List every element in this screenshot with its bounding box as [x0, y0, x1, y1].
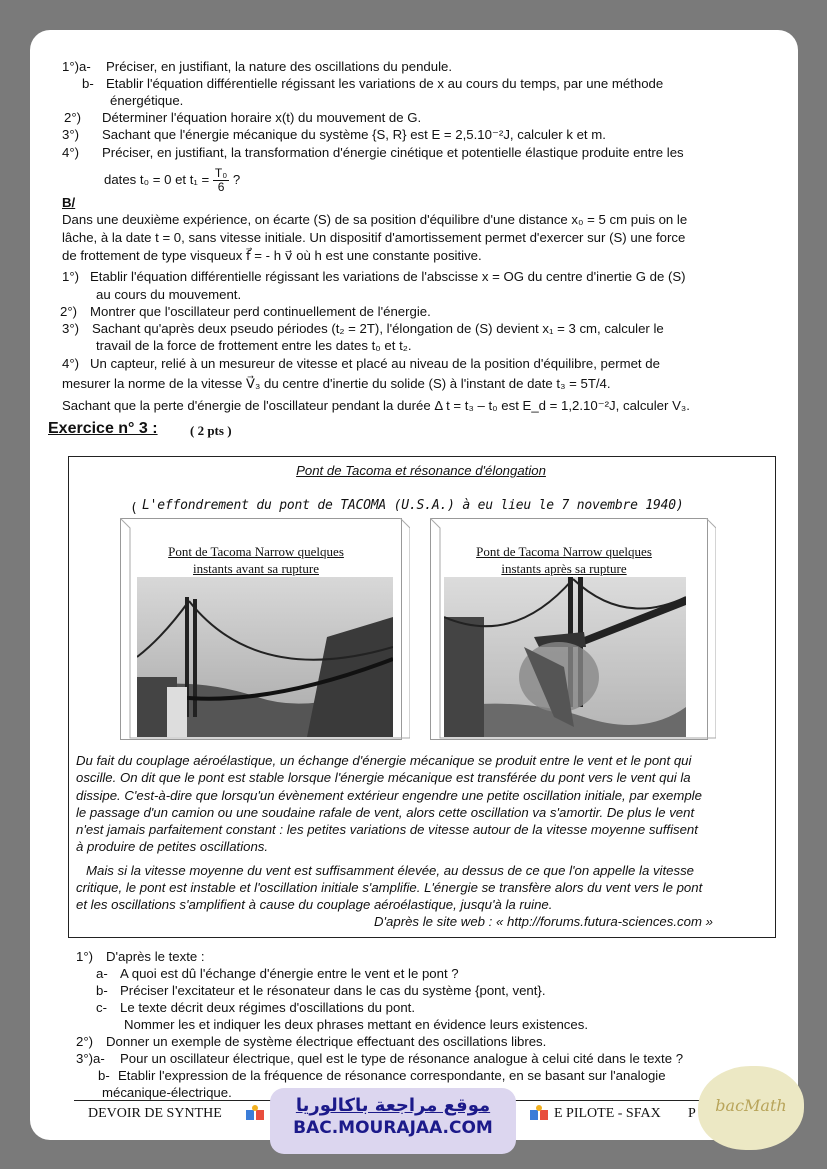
partB-q4-text3: Sachant que la perte d'énergie de l'oscillateur pendant la durée Δ t = t₃ – t₀ est E_d = 1,2.10⁻²J, calculer V₃. — [62, 398, 690, 413]
q4-label: 4°) — [62, 145, 79, 160]
partB-q4-label: 4°) — [62, 356, 79, 371]
photo1-caption-line1: Pont de Tacoma Narrow quelques — [168, 544, 344, 559]
q4-text2 — [104, 165, 240, 195]
q4-text2-pre: dates t₀ = 0 et t₁ = — [104, 172, 210, 187]
q2-label: 2°) — [64, 110, 81, 125]
subtitle-paren: ( — [130, 501, 138, 516]
textbox-source: D'après le site web : « http://forums.futura-sciences.com » — [374, 914, 713, 929]
q3-label: 3°) — [62, 127, 79, 142]
partB-intro1: Dans une deuxième expérience, on écarte (S) de sa position d'équilibre d'une distance x₀ = 5 cm puis on le — [62, 212, 688, 227]
exercise3-title: Exercice n° 3 : — [48, 420, 158, 437]
photo2-caption — [444, 543, 684, 577]
p1-line6: à produire de petites oscillations. — [76, 839, 269, 854]
ex3-q2-label: 2°) — [76, 1034, 93, 1049]
fraction — [213, 167, 229, 194]
p1-line3: dissipe. C'est-à-dire que lorsqu'un évènement extérieur engendre une petite oscillation initiale, par exemple — [76, 788, 702, 803]
q3-text: Sachant que l'énergie mécanique du système {S, R} est E = 2,5.10⁻²J, calculer k et m. — [102, 127, 606, 142]
book-logo-icon-2 — [528, 1104, 550, 1124]
q4-text2-post: ? — [232, 172, 241, 187]
q1b-text2: énergétique. — [110, 93, 184, 108]
photo1-caption-line2: instants avant sa rupture — [193, 561, 319, 576]
footer-logo-right — [528, 1104, 550, 1129]
partB-q4-text: Un capteur, relié à un mesureur de vitesse et placé au niveau de la position d'équilibre, permet de — [90, 356, 660, 371]
tacoma-after-photo — [444, 577, 686, 737]
photo1-caption — [136, 543, 376, 577]
p1-line4: le passage d'un camion ou une soudaine rafale de vent, alors cette oscillation va s'amortir. De plus le vent — [76, 805, 695, 820]
photo2-caption-line2: instants après sa rupture — [501, 561, 627, 576]
q1a-text: Préciser, en justifiant, la nature des oscillations du pendule. — [106, 59, 453, 74]
partB-q1-label: 1°) — [62, 269, 79, 284]
ex3-q2-text: Donner un exemple de système électrique effectuant des oscillations libres. — [106, 1034, 547, 1049]
ex3-qa-text: A quoi est dû l'échange d'énergie entre le vent et le pont ? — [120, 966, 459, 981]
textbox-subtitle: L'effondrement du pont de TACOMA (U.S.A.) à eu lieu le 7 novembre 1940) — [142, 498, 684, 513]
ex3-qb-text: Préciser l'excitateur et le résonateur dans le cas du système {pont, vent}. — [120, 983, 546, 998]
p2-line1: Mais si la vitesse moyenne du vent est suffisamment élevée, au dessus de ce que l'on appelle la vitesse — [86, 863, 695, 878]
bacmath-badge-text: bacMath — [715, 1096, 787, 1115]
q2-text: Déterminer l'équation horaire x(t) du mouvement de G. — [102, 110, 422, 125]
ex3-qa-label: a- — [96, 966, 108, 981]
ex3-qc-text2: Nommer les et indiquer les deux phrases mettant en évidence leurs existences. — [124, 1017, 588, 1032]
q1b-label: b- — [82, 76, 94, 91]
textbox-title: Pont de Tacoma et résonance d'élongation — [296, 463, 546, 478]
partB-q4-text2: mesurer la norme de la vitesse V⃗₃ du centre d'inertie du solide (S) à l'instant de date t₃ = 5T/4. — [62, 376, 611, 391]
p2-line2: critique, le pont est instable et l'oscillation initiale s'amplifie. L'énergie se transfère alors du vent vers le pont — [76, 880, 703, 895]
footer-left: DEVOIR DE SYNTHE — [88, 1106, 222, 1121]
ex3-qb-label: b- — [96, 983, 108, 998]
partB-q3-text: Sachant qu'après deux pseudo périodes (t₂ = 2T), l'élongation de (S) devient x₁ = 3 cm, calculer le — [92, 321, 664, 336]
partB-q1-text: Etablir l'équation différentielle régissant les variations de l'abscisse x = OG du centre d'inertie G de (S) — [90, 269, 686, 284]
photo2-caption-line1: Pont de Tacoma Narrow quelques — [476, 544, 652, 559]
exercise3-points: ( 2 pts ) — [190, 423, 232, 438]
q4-text: Préciser, en justifiant, la transformation d'énergie cinétique et potentielle élastique produite entre les — [102, 145, 684, 160]
watermark-arabic: موقع مراجعة باكالوريا — [295, 1095, 491, 1116]
p1-line2: oscille. On dit que le pont est stable lorsque l'énergie mécanique est transférée du pont vers le vent qui la — [76, 770, 691, 785]
footer-right: E PILOTE - SFAX — [554, 1106, 661, 1121]
watermark-site[interactable]: BAC.MOURAJAA.COM — [293, 1118, 493, 1138]
ex3-q3b-label: b- — [98, 1068, 110, 1083]
partB-intro2: lâche, à la date t = 0, sans vitesse initiale. Un dispositif d'amortissement permet d'exercer sur (S) une force — [62, 230, 686, 245]
partB-intro3: de frottement de type visqueux f⃗ = - h v⃗ où h est une constante positive. — [62, 248, 482, 263]
p1-line5: n'est jamais parfaitement constant : les petites variations de vitesse autour de la vitesse moyenne suffisent — [76, 822, 698, 837]
partB-q2-text: Montrer que l'oscillateur perd continuellement de l'énergie. — [90, 304, 431, 319]
partB-q3-label: 3°) — [62, 321, 79, 336]
fraction-numerator: T₀ — [214, 166, 228, 181]
ex3-q3a-text: Pour un oscillateur électrique, quel est le type de résonance analogue à celui cité dans le texte ? — [120, 1051, 684, 1066]
tacoma-before-photo — [137, 577, 393, 737]
ex3-q1-text: D'après le texte : — [106, 949, 205, 964]
partB-q3-text2: travail de la force de frottement entre les dates t₀ et t₂. — [96, 338, 412, 353]
p2-line3: et les oscillations s'amplifient à cause du couplage aéroélastique, jusqu'à la ruine. — [76, 897, 553, 912]
partB-heading: B/ — [62, 195, 76, 210]
ex3-qc-text: Le texte décrit deux régimes d'oscillations du pont. — [120, 1000, 416, 1015]
watermark-banner[interactable] — [270, 1088, 516, 1154]
ex3-qc-label: c- — [96, 1000, 107, 1015]
bacmath-badge — [698, 1066, 804, 1150]
fraction-denominator: 6 — [217, 180, 225, 195]
q1b-text: Etablir l'équation différentielle régissant les variations de x au cours du temps, par une méthode — [106, 76, 664, 91]
partB-q1-text2: au cours du mouvement. — [96, 287, 242, 302]
p1-line1: Du fait du couplage aéroélastique, un échange d'énergie mécanique se produit entre le vent et le pont qui — [76, 753, 692, 768]
book-logo-icon — [244, 1104, 266, 1124]
q1a-label: 1°)a- — [62, 59, 91, 74]
ex3-q3b-text2: mécanique-électrique. — [102, 1085, 232, 1100]
footer-logo-left — [244, 1104, 266, 1129]
ex3-q3b-text: Etablir l'expression de la fréquence de résonance correspondante, en se basant sur l'analogie — [118, 1068, 666, 1083]
ex3-q3a-label: 3°)a- — [76, 1051, 105, 1066]
ex3-q1-label: 1°) — [76, 949, 93, 964]
footer-page: P — [688, 1106, 696, 1121]
partB-q2-label: 2°) — [60, 304, 77, 319]
